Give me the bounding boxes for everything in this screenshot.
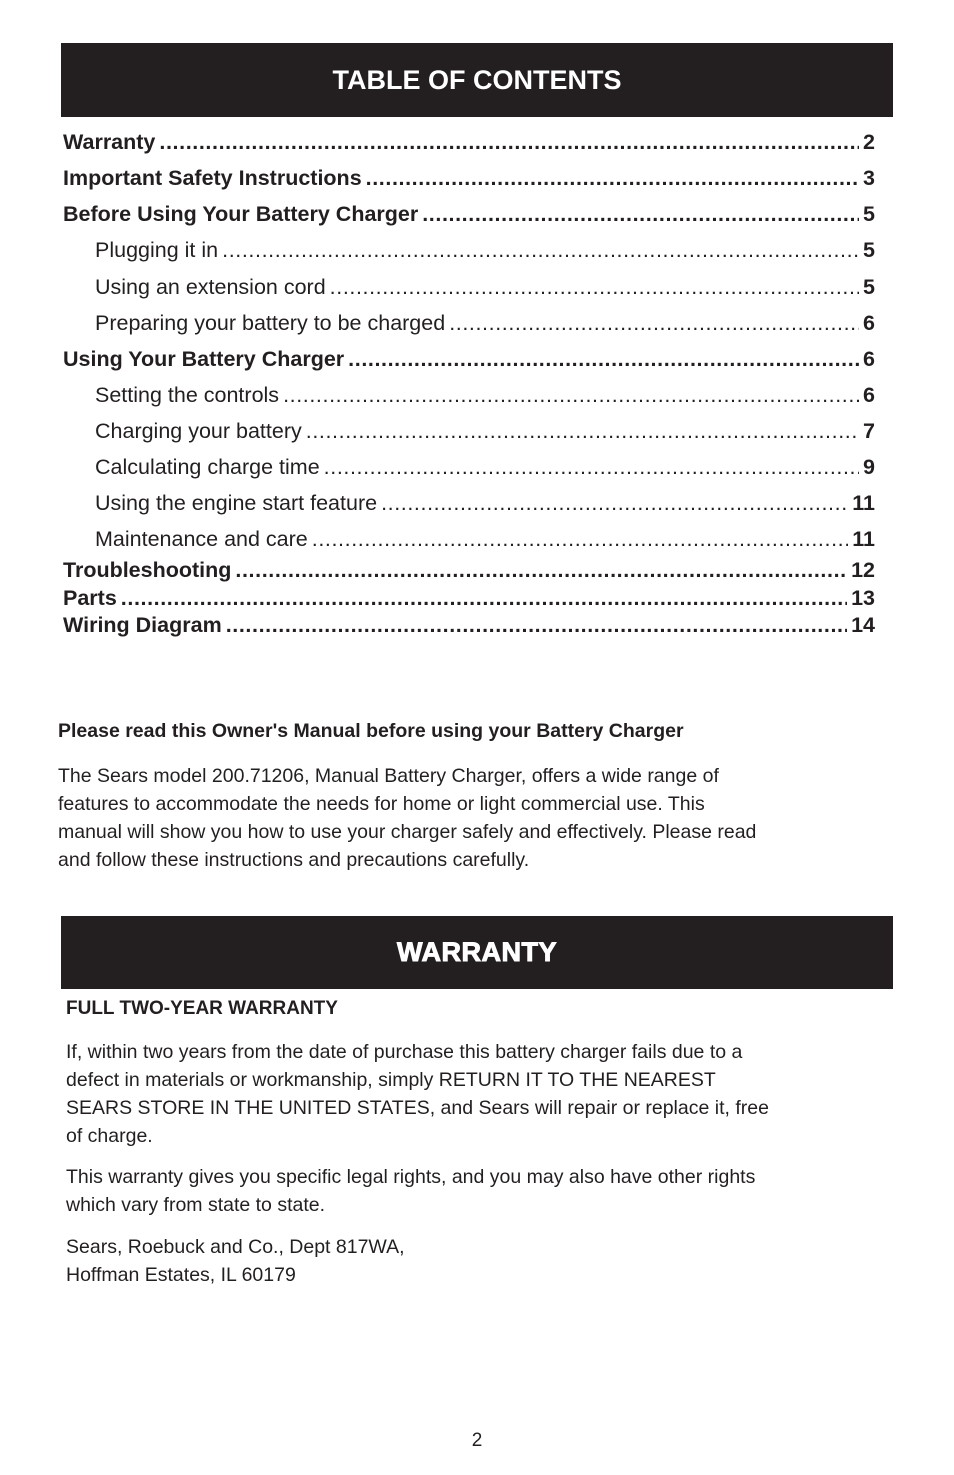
toc-entry [63,129,875,155]
toc-entry [95,454,875,480]
toc-entry-title: Calculating charge time [95,455,320,479]
toc-leader-dots [283,382,859,408]
toc-entry-title: Important Safety Instructions [63,166,362,190]
toc-leader-dots [381,490,848,516]
toc-entry [95,274,875,300]
toc-entry-title: Preparing your battery to be charged [95,311,446,335]
page-number: 2 [471,1430,483,1451]
toc-entry-page: 14 [851,613,875,637]
toc-entry-title: Using Your Battery Charger [63,347,345,371]
warranty-paragraph-1 [66,1038,769,1150]
toc-entry-page: 11 [852,491,875,515]
warranty-subheading: FULL TWO-YEAR WARRANTY [66,998,338,1019]
intro-line: manual will show you how to use your charger safely and effectively. Please read [58,821,757,843]
toc-leader-dots [121,585,847,611]
address-line: Hoffman Estates, IL 60179 [66,1264,296,1286]
toc-entry [63,346,875,372]
warranty-line: which vary from state to state. [66,1194,326,1216]
toc-entry-page: 13 [851,586,875,610]
toc-banner [61,43,893,117]
toc-leader-dots [222,237,859,263]
toc-entry-page: 9 [863,455,875,479]
toc-entry-page: 11 [852,527,875,551]
toc-entry-title: Setting the controls [95,383,280,407]
toc-entry-page: 5 [863,275,875,299]
toc-entry-title: Troubleshooting [63,558,232,582]
address-line: Sears, Roebuck and Co., Dept 817WA, [66,1236,405,1258]
warranty-line: defect in materials or workmanship, simply RETURN IT TO THE NEAREST [66,1069,716,1091]
toc-entry [63,612,875,638]
toc-leader-dots [422,201,859,227]
toc-entry [63,585,875,611]
toc-leader-dots [366,165,859,191]
toc-entry [95,237,875,263]
toc-leader-dots [330,274,859,300]
toc-leader-dots [226,612,847,638]
toc-entry-page: 5 [863,202,875,226]
intro-line: features to accommodate the needs for home or light commercial use. This [58,793,705,815]
intro-paragraph [58,762,756,874]
toc-leader-dots [449,310,859,336]
toc-entry-page: 6 [863,311,875,335]
toc-leader-dots [235,557,847,583]
toc-entry [95,382,875,408]
toc-leader-dots [312,526,849,552]
warranty-line: If, within two years from the date of purchase this battery charger fails due to a [66,1041,743,1063]
toc-entry-title: Before Using Your Battery Charger [63,202,419,226]
warranty-address [66,1233,405,1289]
toc-entry [63,557,875,583]
toc-entry-page: 6 [863,347,875,371]
warranty-paragraph-2 [66,1163,755,1219]
warranty-line: SEARS STORE IN THE UNITED STATES, and Sears will repair or replace it, free [66,1097,769,1119]
toc-entry-title: Warranty [63,130,156,154]
toc-entry-title: Using an extension cord [95,275,326,299]
intro-line: and follow these instructions and precautions carefully. [58,849,530,871]
intro-line: The Sears model 200.71206, Manual Battery Charger, offers a wide range of [58,765,719,787]
toc-entry-page: 3 [863,166,875,190]
toc-entry-page: 5 [863,238,875,262]
warranty-line: This warranty gives you specific legal rights, and you may also have other rights [66,1166,756,1188]
warranty-heading: WARRANTY [397,937,557,967]
toc-entry-title: Wiring Diagram [63,613,222,637]
toc-entry-title: Maintenance and care [95,527,308,551]
toc-leader-dots [159,129,859,155]
toc-leader-dots [324,454,859,480]
toc-entry [63,201,875,227]
toc-entry [95,310,875,336]
toc-entry-page: 12 [851,558,875,582]
toc-entry-title: Parts [63,586,117,610]
warranty-line: of charge. [66,1125,153,1147]
warranty-banner [61,916,893,989]
toc-entry [95,418,875,444]
toc-leader-dots [348,346,859,372]
toc-entry [95,490,875,516]
intro-heading: Please read this Owner's Manual before using your Battery Charger [58,720,684,742]
toc-entry [95,526,875,552]
toc-leader-dots [306,418,859,444]
toc-entry-page: 2 [863,130,875,154]
toc-entry-title: Using the engine start feature [95,491,378,515]
toc-entry-page: 7 [863,419,875,443]
toc-entry-page: 6 [863,383,875,407]
toc-entry [63,165,875,191]
toc-entry-title: Charging your battery [95,419,302,443]
toc-entry-title: Plugging it in [95,238,219,262]
toc-heading: TABLE OF CONTENTS [332,64,622,95]
